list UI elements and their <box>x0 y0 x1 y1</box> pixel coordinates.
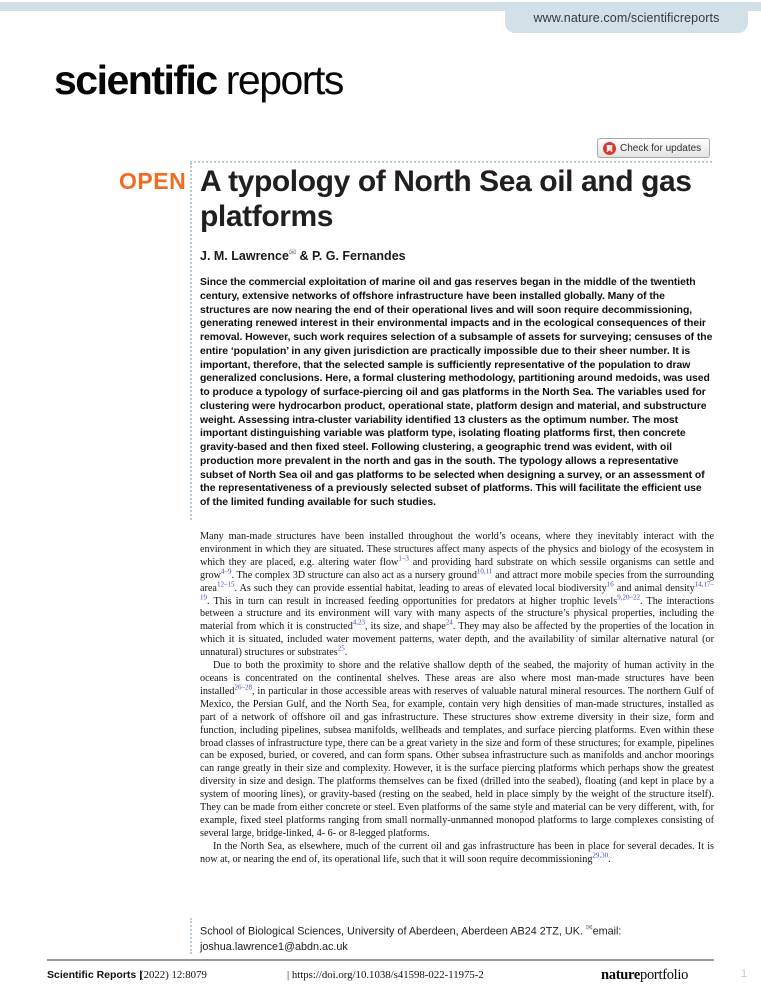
dotted-rule-vertical <box>190 163 192 520</box>
footer-journal-name: Scientific Reports | <box>47 969 143 981</box>
email-icon: ✉ <box>585 923 593 932</box>
footer-doi-link[interactable]: | https://doi.org/10.1038/s41598-022-11975-2 <box>287 969 484 981</box>
nature-portfolio-logo-regular: portfolio <box>640 967 689 983</box>
citation-reference[interactable]: 4,23 <box>352 618 366 627</box>
site-url-text: www.nature.com/scientificreports <box>533 10 720 25</box>
citation-reference[interactable]: 4–9 <box>220 567 232 576</box>
citation-reference[interactable]: 24 <box>445 618 453 627</box>
body-paragraph-3: In the North Sea, as elsewhere, much of the current oil and gas infrastructure has been in place for several decades. It is now at, or nearing the end of, its operational life, such that it will soon require decommissioning$^{29,30}$. <box>200 840 714 865</box>
article-body <box>200 531 714 867</box>
open-access-label: OPEN <box>119 168 187 194</box>
abstract-text: Since the commercial exploitation of marine oil and gas reserves began in the middle of the twentieth century, extensive networks of offshore infrastructure have been installed globally. Many of the structures are now nearing the end of their operational lives and will soon require decommissioning, generating renewed interest in their environmental impacts and in the ecological consequences of their removal. However, such work requires selection of a subsample of assets for surveying; censuses of the entire ‘population’ in any given jurisdiction are practically impossible due to their sheer number. It is important, therefore, that the selected sample is sufficiently representative of the population to draw generalized conclusions. Here, a formal clustering methodology, partitioning around medoids, was used to produce a typology of surface-piercing oil and gas platforms in the North Sea. The variables used for clustering were hydrocarbon product, operational state, platform design and material, and substructure weight. Assessing intra-cluster variability identified 13 clusters as the optimum number. The most important distinguishing variable was platform type, isolating floating platforms first, then concrete gravity-based and then fixed steel. Following clustering, a geographic trend was evident, with oil production more prevalent in the north and gas in the south. The typology allows a representative subset of North Sea oil and gas platforms to be selected when designing a survey, or an assessment of the representativeness of a previously selected subset of platforms. This will facilitate the efficient use of the limited funding available for such studies. <box>200 277 713 508</box>
body-paragraph-2: Due to both the proximity to shore and the relative shallow depth of the seabed, the majority of human activity in the oceans is concentrated on the continental shelves. These areas are also where most man-made structures have been installed$^{26-28}$, in particular in those accessible areas with reserves of valuable natural mineral resources. The northern Gulf of Mexico, the Persian Gulf, and the North Sea, for example, contain very high densities of man-made structures, installed as part of a network of offshore oil and gas infrastructure. These structures show extreme diversity in their size, form and function, including pipelines, subsea manifolds, wellheads and templates, and surface piercing platforms. Even within these broad classes of infrastructure type, there can be a great variety in the size and form of these structures; for example, pipelines can be exposed, buried, or covered, and can form spans. Other subsea infrastructure such as manifolds and anchor moorings can range greatly in their size and complexity. However, it is the surface piercing platforms which perhaps show the greatest diversity in size and design. The platforms themselves can be fixed (drilled into the seabed), floating (and kept in place by a system of mooring lines), or gravity-based (resting on the seabed, held in place simply by the weight of the structure itself). They can be made from either concrete or steel. Even platforms of the same style and material can be very different, with, for example, fixed steel platforms ranging from small normally-unmanned monopod platforms to large complexes consisting of several large, bridge-linked, 4- 6- or 8-legged platforms. <box>200 660 714 839</box>
author-line <box>200 247 406 263</box>
email-icon[interactable]: ✉ <box>288 247 297 257</box>
citation-reference[interactable]: 26–28 <box>234 683 253 692</box>
affiliation-text: School of Biological Sciences, University of Aberdeen, Aberdeen AB24 2TZ, UK. <box>200 925 586 938</box>
journal-logo <box>54 57 343 104</box>
affiliation-note <box>200 920 716 956</box>
citation-reference[interactable]: 12–15 <box>216 580 235 589</box>
journal-logo-regular: reports <box>225 57 343 103</box>
footer-citation: (2022) 12:8079 <box>140 969 207 981</box>
journal-logo-bold: scientific <box>54 57 217 103</box>
nature-portfolio-logo <box>601 967 688 984</box>
article-title: A typology of North Sea oil and gas platforms <box>200 165 692 233</box>
author-separator: & <box>296 249 313 264</box>
footer-rule <box>47 959 714 961</box>
nature-portfolio-logo-bold: nature <box>601 967 641 983</box>
body-paragraph-1: Many man-made structures have been installed throughout the world’s oceans, where they inevitably interact with the environment in which they are situated. These structures affect many aspects of the physics and biology of the ecosystem in which they are placed, e.g. altering water flow$^{1-3}$ and providing hard substrate on which sessile organisms can settle and grow$^{4-9}$. The complex 3D structure can also act as a nursery ground$^{10,11}$ and attract more mobile species from the surrounding area$^{12-15}$. As such they can provide essential habitat, leading to areas of elevated local biodiversity$^{16}$ and animal density$^{14,17-19}$. This in turn can result in increased feeding opportunities for predators at higher trophic levels$^{9,20-22}$. The interactions between a structure and its environment will vary with many aspects of the structure’s physical properties, including the material from which it is constructed$^{4,23}$, its size, and shape$^{24}$. They may also be affected by the properties of the location in which it is situated, included water movement patterns, water depth, and the availability of similar alternative natural (or unnatural) structures or substrates$^{25}$. <box>200 531 715 659</box>
citation-reference[interactable]: 9,20–22 <box>617 593 640 602</box>
citation-reference[interactable]: 14,17–19 <box>200 580 714 602</box>
check-for-updates-button[interactable] <box>597 138 710 158</box>
citation-reference[interactable]: 1–3 <box>398 554 409 563</box>
author-2: P. G. Fernandes <box>312 249 406 264</box>
page-number: 1 <box>741 968 748 980</box>
dotted-rule-affiliation <box>190 918 192 954</box>
citation-reference[interactable]: 25 <box>337 644 345 653</box>
site-url-tab[interactable] <box>505 2 748 33</box>
email-link[interactable]: email: joshua.lawrence1@abdn.ac.uk <box>200 925 622 954</box>
check-for-updates-label: Check for updates <box>620 142 702 154</box>
crossmark-icon <box>603 142 616 155</box>
author-1: J. M. Lawrence <box>200 249 289 264</box>
citation-reference[interactable]: 16 <box>606 580 614 589</box>
citation-reference[interactable]: 10,11 <box>476 567 493 576</box>
dotted-rule-horizontal <box>190 161 712 163</box>
citation-reference[interactable]: 29,30 <box>592 851 609 860</box>
